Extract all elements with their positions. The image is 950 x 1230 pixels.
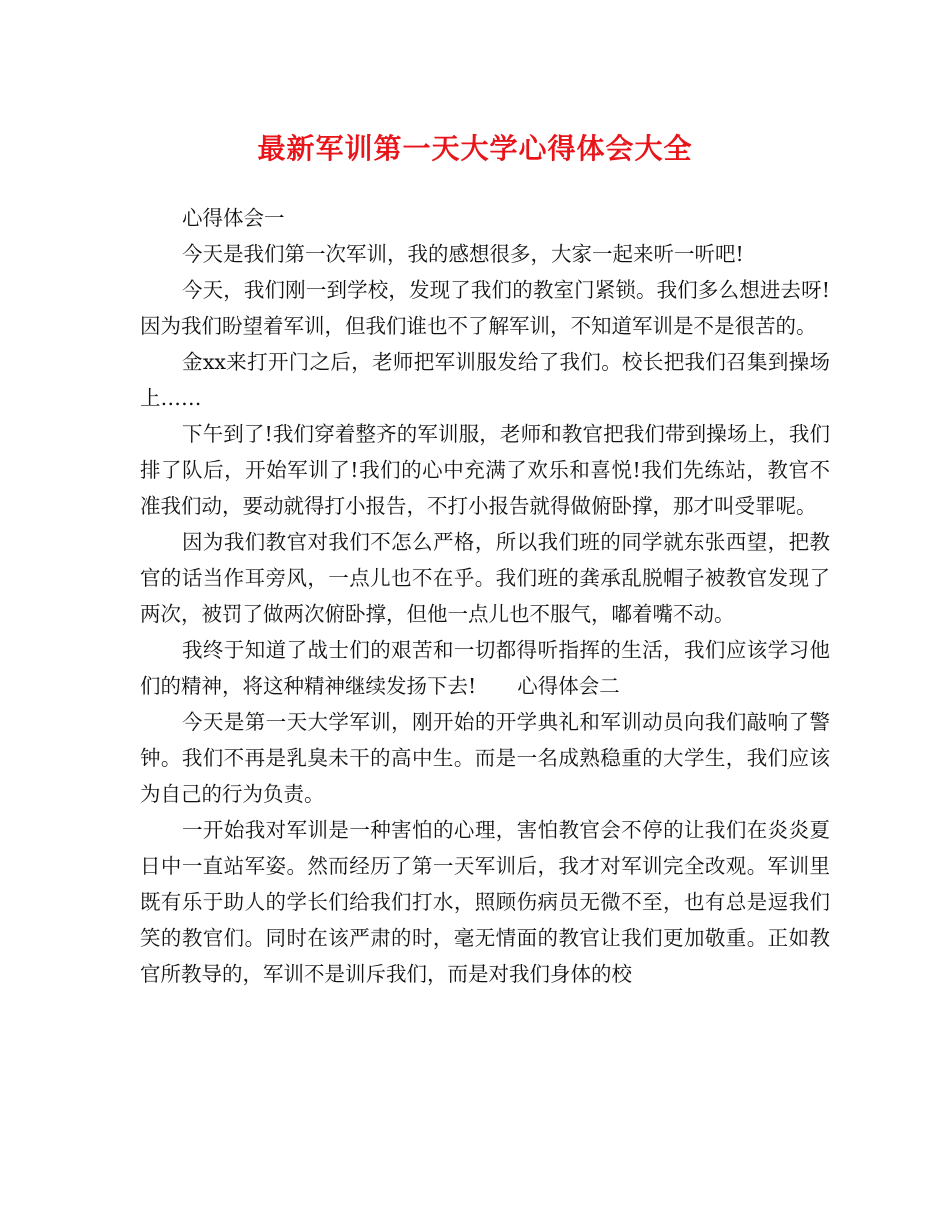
paragraph: 下午到了!我们穿着整齐的军训服，老师和教官把我们带到操场上，我们排了队后，开始军训了!我们的心中充满了欢乐和喜悦!我们先练站，教官不准我们动，要动就得打小报告，不打小报告就得做俯卧撑，那才叫受罪呢。 — [140, 422, 830, 518]
paragraph: 今天是我们第一次军训，我的感想很多，大家一起来听一听吧! — [182, 242, 744, 266]
section-heading-1: 心得体会一 — [182, 206, 285, 230]
paragraph: 金xx来打开门之后，老师把军训服发给了我们。校长把我们召集到操场上…… — [140, 350, 830, 410]
paragraph: 今天是第一天大学军训，刚开始的开学典礼和军训动员向我们敲响了警钟。我们不再是乳臭未干的高中生。而是一名成熟稳重的大学生，我们应该为自己的行为负责。 — [140, 710, 830, 806]
paragraph: 因为我们教官对我们不怎么严格，所以我们班的同学就东张西望，把教官的话当作耳旁风，一点儿也不在乎。我们班的龚承乱脱帽子被教官发现了两次，被罚了做两次俯卧撑，但他一点儿也不服气，嘟着嘴不动。 — [140, 530, 830, 626]
paragraph: 一开始我对军训是一种害怕的心理，害怕教官会不停的让我们在炎炎夏日中一直站军姿。然而经历了第一天军训后，我才对军训完全改观。军训里既有乐于助人的学长们给我们打水，照顾伤病员无微不至，也有总是逗我们笑的教官们。同时在该严肃的时，毫无情面的教官让我们更加敬重。正如教官所教导的，军训不是训斥我们，而是对我们身体的校 — [140, 818, 830, 986]
document-body — [140, 200, 830, 992]
paragraph: 我终于知道了战士们的艰苦和一切都得听指挥的生活，我们应该学习他们的精神，将这种精神继续发扬下去! 心得体会二 — [140, 638, 830, 698]
document-title: 最新军训第一天大学心得体会大全 — [257, 132, 693, 165]
paragraph: 今天，我们刚一到学校，发现了我们的教室门紧锁。我们多么想进去呀!因为我们盼望着军训，但我们谁也不了解军训，不知道军训是不是很苦的。 — [140, 278, 830, 338]
